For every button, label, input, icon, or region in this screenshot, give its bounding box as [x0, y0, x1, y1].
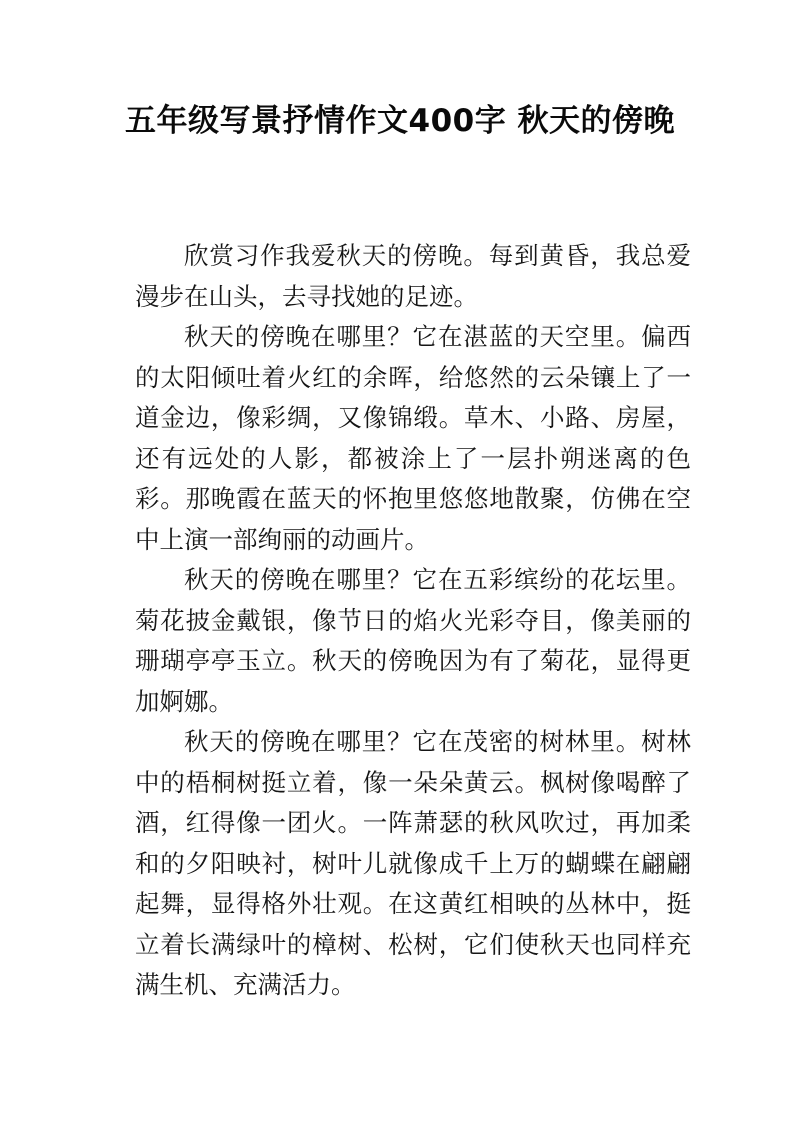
paragraph-forest: 秋天的傍晚在哪里？它在茂密的树林里。树林中的梧桐树挺立着，像一朵朵黄云。枫树像喝醉了酒，红得像一团火。一阵萧瑟的秋风吹过，再加柔和的夕阳映衬，树叶儿就像成千上万的蝴蝶在翩翩起舞，显得格外壮观。在这黄红相映的丛林中，挺立着长满绿叶的樟树、松树，它们使秋天也同样充满生机、充满活力。	[135, 727, 691, 999]
paragraph-flowerbed: 秋天的傍晚在哪里？它在五彩缤纷的花坛里。菊花披金戴银，像节日的焰火光彩夺目，像美丽的珊瑚亭亭玉立。秋天的傍晚因为有了菊花，显得更加婀娜。	[135, 565, 691, 716]
paragraph-intro: 欣赏习作我爱秋天的傍晚。每到黄昏，我总爱漫步在山头，去寻找她的足迹。	[135, 241, 691, 311]
document-title: 五年级写景抒情作文400字 秋天的傍晚	[125, 103, 676, 139]
document-body	[135, 236, 691, 1006]
paragraph-sky: 秋天的傍晚在哪里？它在湛蓝的天空里。偏西的太阳倾吐着火红的余晖，给悠然的云朵镶上了一道金边，像彩绸，又像锦缎。草木、小路、房屋，还有远处的人影，都被涂上了一层扑朔迷离的色彩。那晚霞在蓝天的怀抱里悠悠地散聚，仿佛在空中上演一部绚丽的动画片。	[135, 322, 691, 554]
